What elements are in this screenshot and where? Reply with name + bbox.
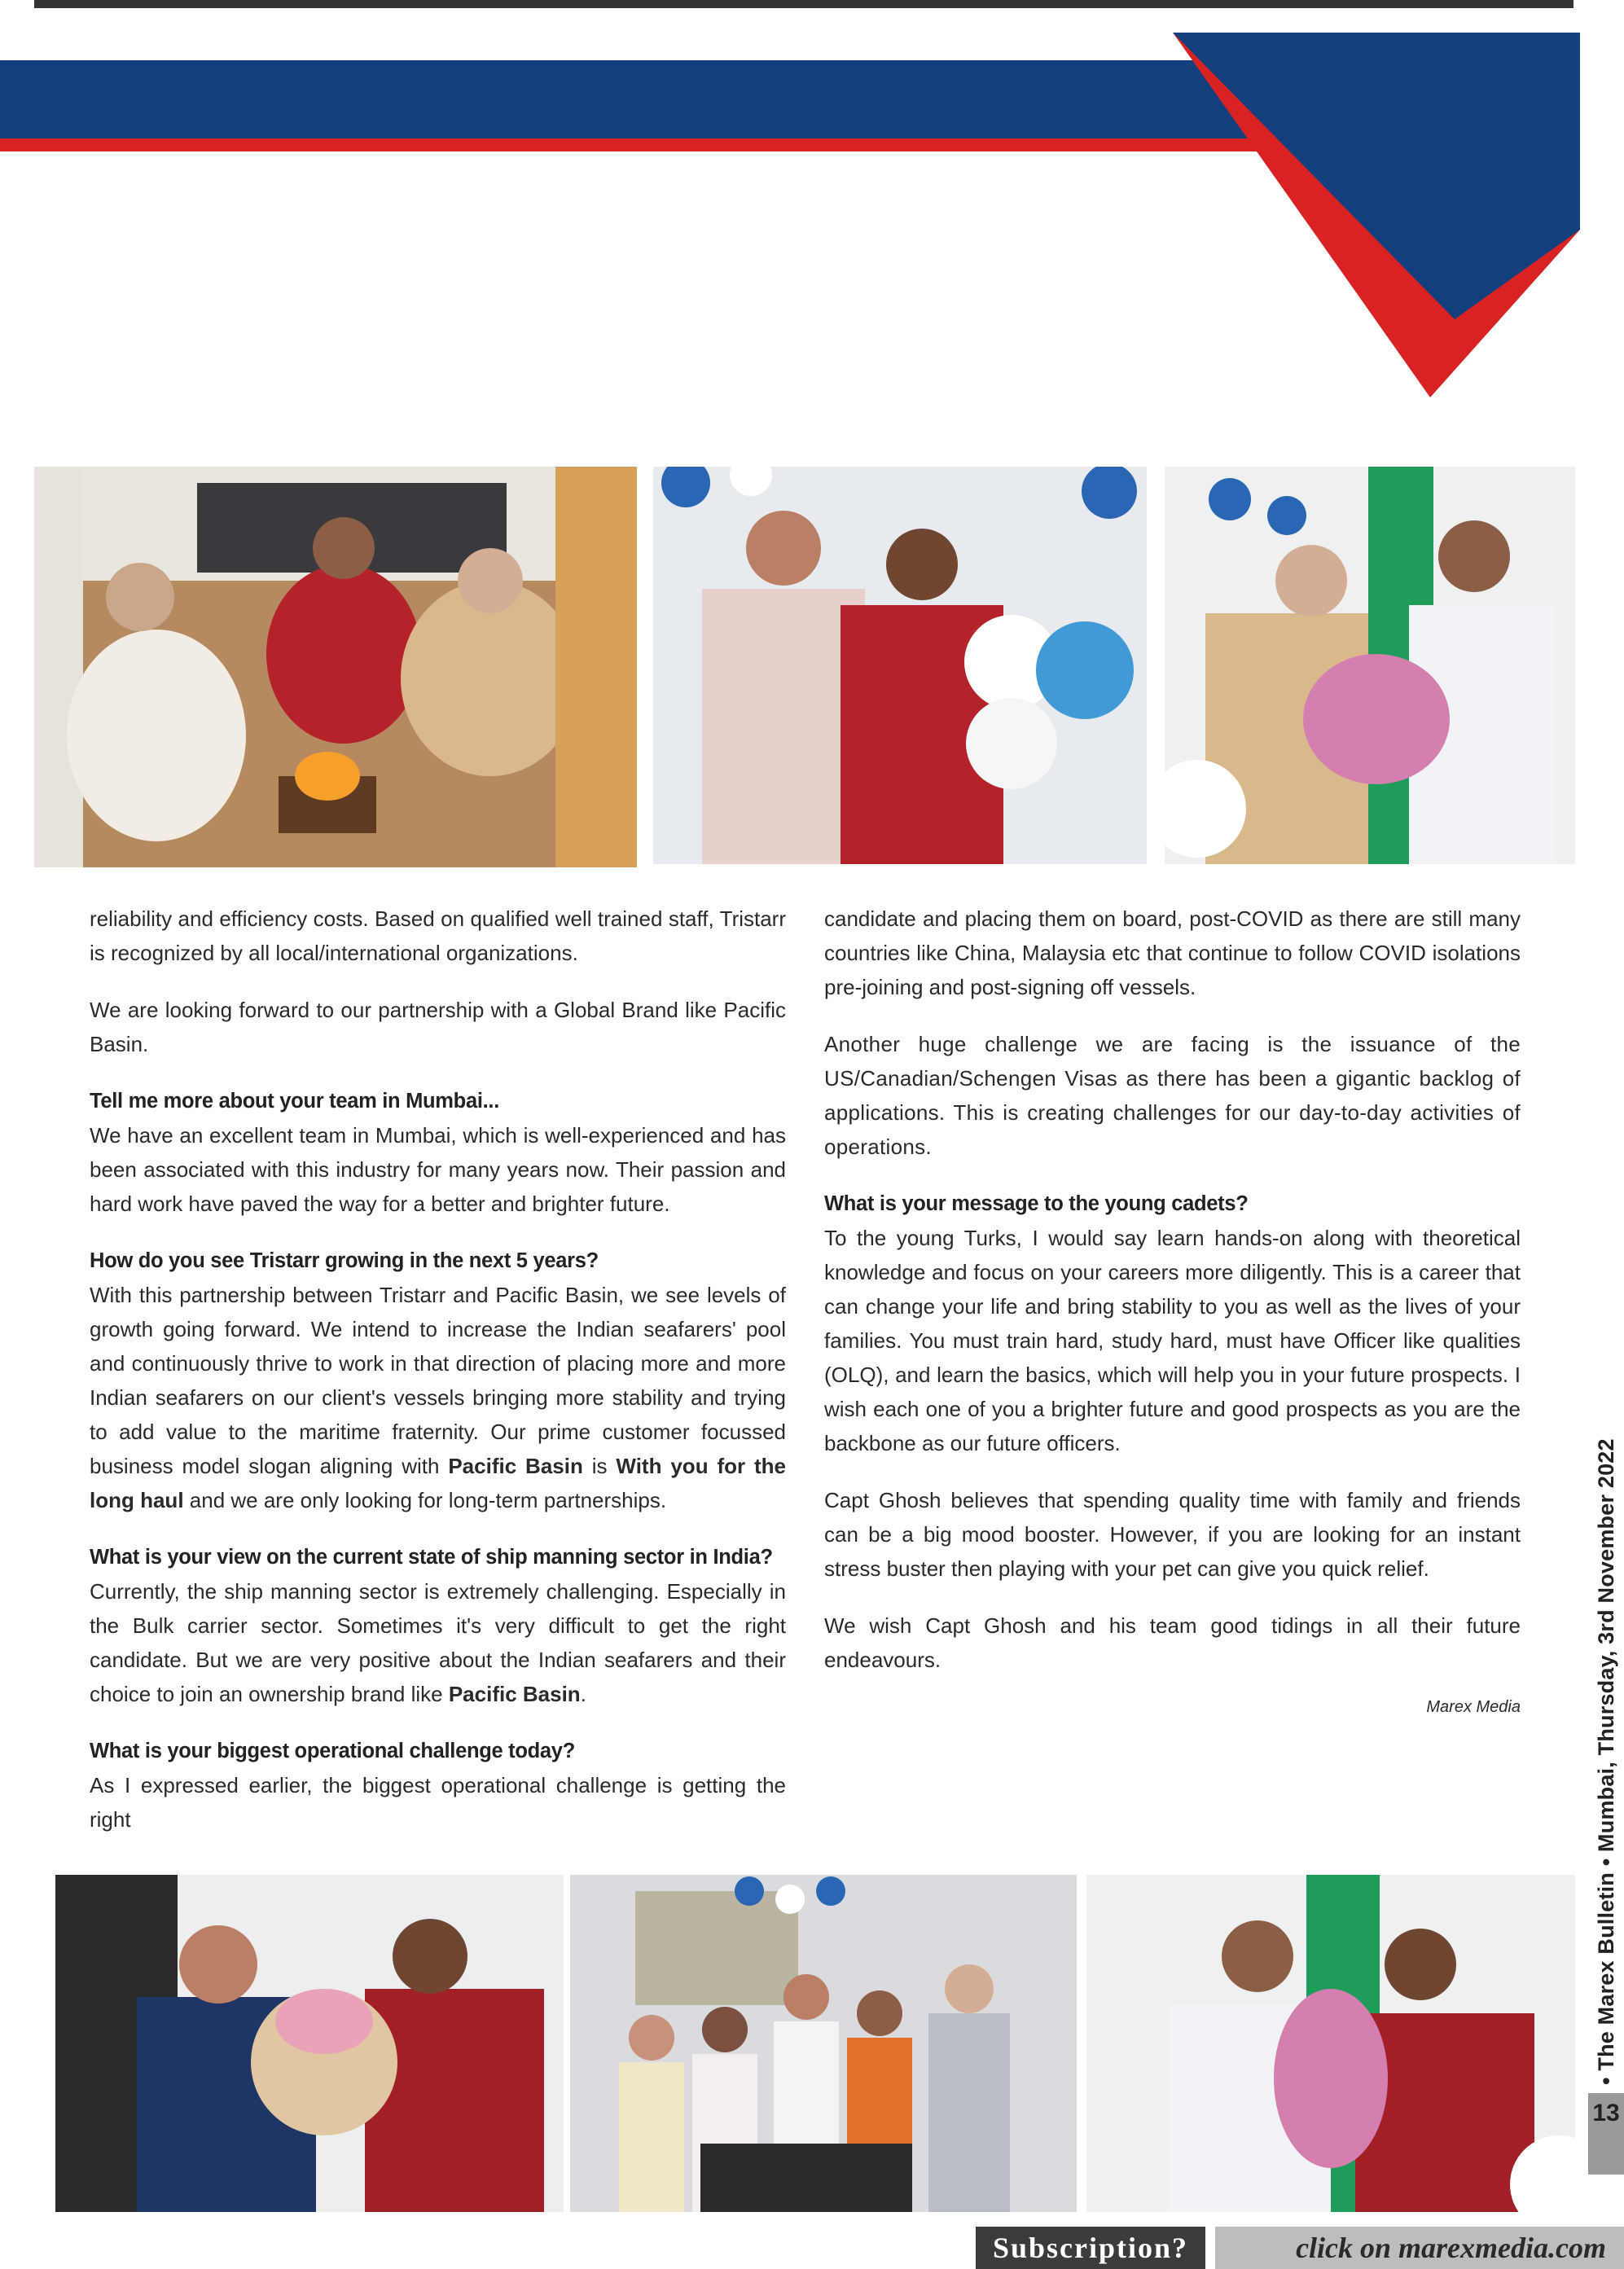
text-run: . <box>580 1682 586 1706</box>
photo-bouquet-greeting <box>55 1875 564 2212</box>
photo-credit: Marex Media <box>1426 1698 1521 1716</box>
text-run: With this partnership between Tristarr and Pacific Basin, we see levels of growth going forward. We intend to increase the Indian seafarers' pool and continuously thrive to work in that direction of placing more and more Indian seafarers on our client's vessels bringing more stability and trying to add value to the maritime fraternity. Our prime customer focussed business model slogan aligning with <box>90 1283 786 1478</box>
photo-icon <box>1086 1875 1575 2212</box>
bold-run: With you for the long haul <box>90 1454 786 1512</box>
question-heading: What is your view on the current state of ship manning sector in India? <box>90 1546 773 1569</box>
photo-icon <box>1165 467 1575 864</box>
photo-two-men-balloons <box>653 467 1147 864</box>
photo-icon <box>570 1875 1077 2212</box>
paragraph: To the young Turks, I would say learn hands-on along with theoretical knowledge and focus on your careers more diligently. This is a career that can change your life and bring stability to you as well as the lives of your families. You must train hard, study hard, must have Officer like qualities (OLQ), and learn the basics, which will help you in your future prospects. I wish each one of you a brighter future and good prospects as you are the backbone as our future officers. <box>824 1226 1521 1455</box>
paragraph: We wish Capt Ghosh and his team good tidings in all their future endeavours. <box>824 1613 1521 1672</box>
photo-bouquet-green-wall <box>1086 1875 1575 2212</box>
photo-icon <box>34 467 637 867</box>
text-run: is <box>582 1454 617 1478</box>
question-heading: What is your biggest operational challenge today? <box>90 1740 575 1762</box>
paragraph <box>90 1574 786 1711</box>
page-number: 13 <box>1592 2100 1620 2126</box>
header-blue-bar <box>0 60 1271 138</box>
text-run: and we are only looking for long-term partnerships. <box>183 1488 667 1512</box>
bold-run: Pacific Basin <box>448 1682 581 1706</box>
photo-icon <box>55 1875 564 2212</box>
paragraph: Capt Ghosh believes that spending quality time with family and friends can be a big mood booster. However, if you are looking for an instant stress buster then playing with your pet can give you quick relief. <box>824 1488 1521 1581</box>
paragraph: We are looking forward to our partnership with a Global Brand like Pacific Basin. <box>90 998 786 1056</box>
paragraph: As I expressed earlier, the biggest operational challenge is getting the right <box>90 1773 786 1832</box>
subscription-link[interactable]: click on marexmedia.com <box>1296 2232 1606 2264</box>
photo-office-group <box>570 1875 1077 2212</box>
question-heading: What is your message to the young cadets? <box>824 1192 1249 1215</box>
header-band <box>0 0 1624 407</box>
running-head: • The Marex Bulletin • Mumbai, Thursday, 3rd November 2022 <box>1594 1438 1618 2085</box>
paragraph: We have an excellent team in Mumbai, which is well-experienced and has been associated with this industry for many years now. Their passion and hard work have paved the way for a better and brighter future. <box>90 1123 786 1216</box>
photo-bouquet-handover <box>1165 467 1575 864</box>
header-red-stripe <box>0 138 1271 151</box>
bold-run: Pacific Basin <box>448 1454 583 1478</box>
photo-icon <box>653 467 1147 864</box>
subscription-label[interactable]: Subscription? <box>992 2232 1189 2264</box>
text-run: Currently, the ship manning sector is extremely challenging. Especially in the Bulk carrier sector. Sometimes it's very difficult to get the right candidate. But we are very positive about the Indian seafarers and their choice to join an ownership brand like <box>90 1579 786 1706</box>
paragraph <box>90 1278 786 1517</box>
photo-puja-ceremony <box>34 467 637 867</box>
article-column-left <box>90 902 786 1859</box>
paragraph: reliability and efficiency costs. Based on qualified well trained staff, Tristarr is recognized by all local/international organizations. <box>90 906 786 965</box>
paragraph: Another huge challenge we are facing is the issuance of the US/Canadian/Schengen Visas as there has been a gigantic backlog of applications. This is creating challenges for our day-to-day activities of operations. <box>824 1032 1521 1159</box>
paragraph: candidate and placing them on board, post-COVID as there are still many countries like China, Malaysia etc that continue to follow COVID isolations pre-joining and post-signing off vessels. <box>824 906 1521 999</box>
question-heading: How do you see Tristarr growing in the next 5 years? <box>90 1249 599 1272</box>
question-heading: Tell me more about your team in Mumbai... <box>90 1090 499 1113</box>
article-column-right <box>824 902 1521 1719</box>
